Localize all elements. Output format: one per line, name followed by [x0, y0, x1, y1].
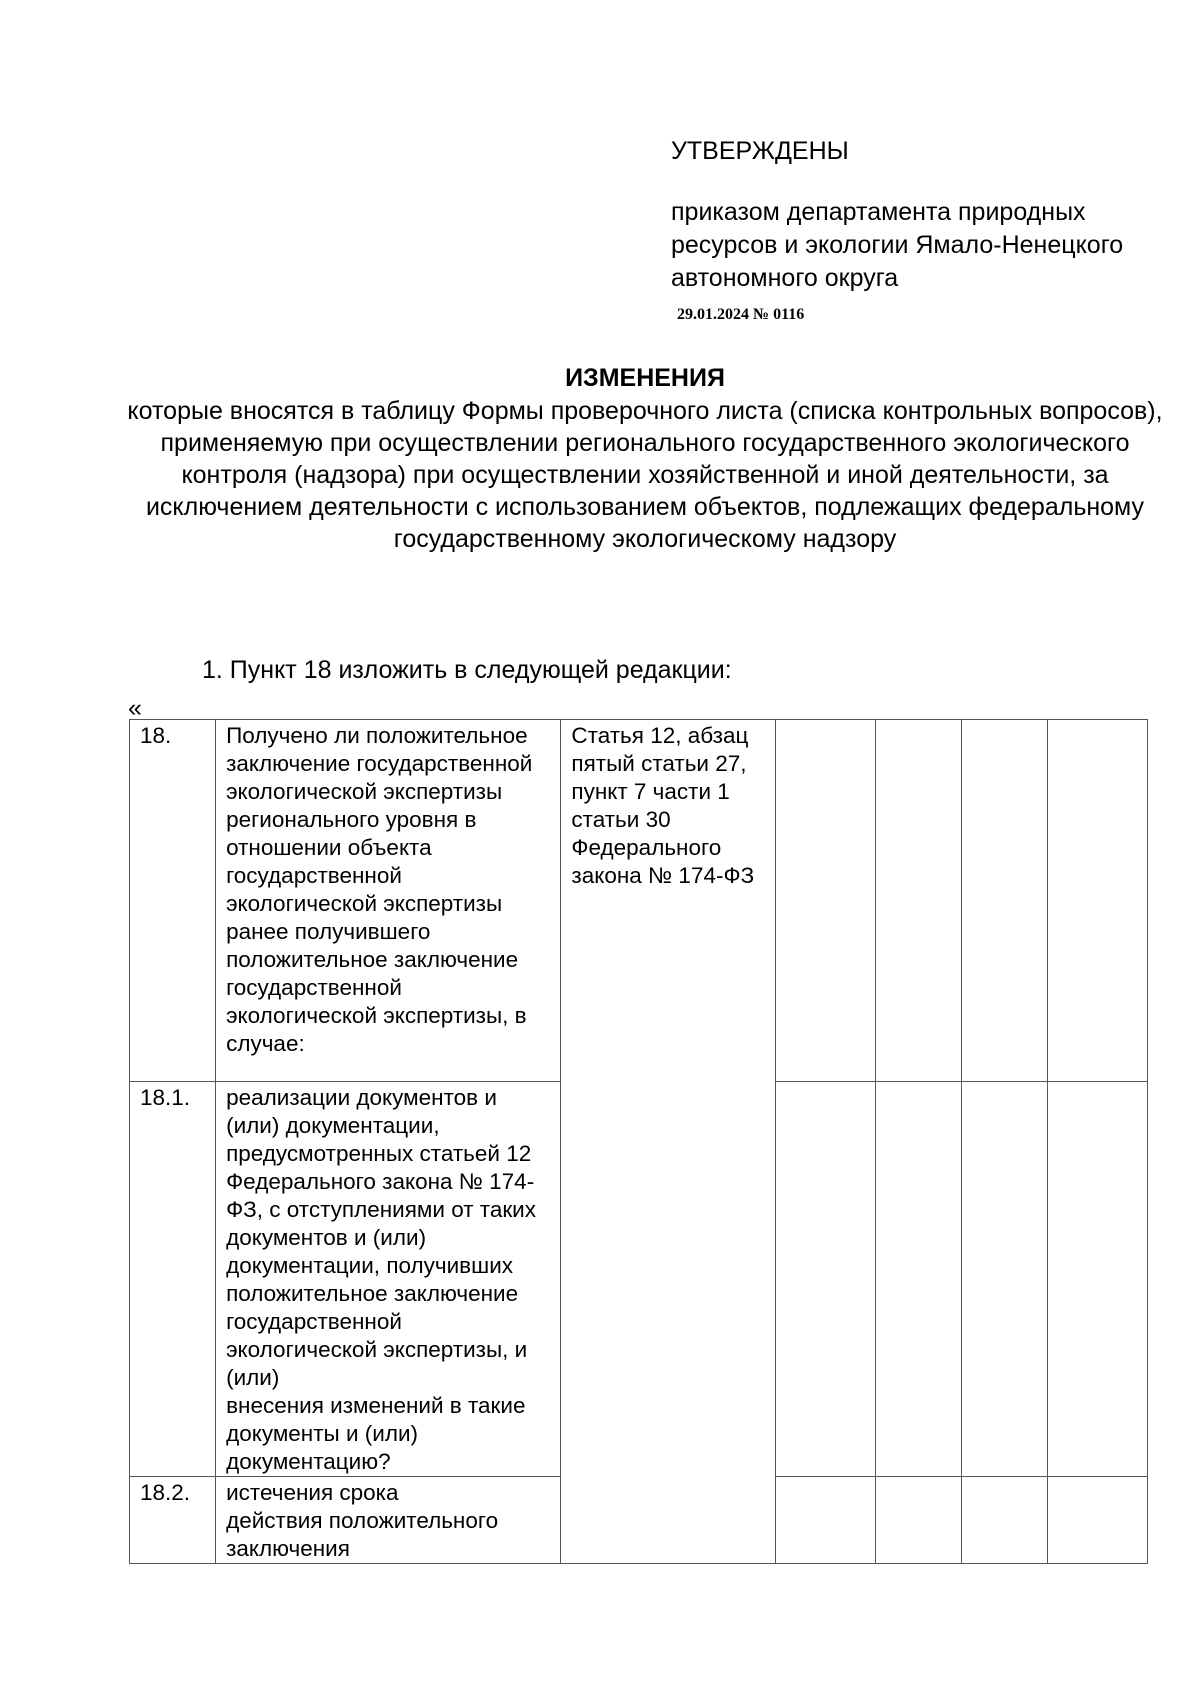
point-heading: 1. Пункт 18 изложить в следующей редакции:	[202, 656, 732, 684]
row-question: Получено ли положительное заключение государственной экологической экспертизы регионального уровня в отношении объекта государственной экологической экспертизы ранее получившего положительное заключение государственной экологической экспертизы, в случае:	[216, 720, 561, 1082]
approval-title: УТВЕРЖДЕНЫ	[671, 137, 849, 165]
changes-table	[129, 719, 1148, 1564]
answer-cell	[961, 720, 1047, 1082]
answer-cell	[1047, 720, 1147, 1082]
legal-reference: Статья 12, абзац пятый статьи 27, пункт 7 части 1 статьи 30 Федерального закона № 174-ФЗ	[561, 720, 775, 1564]
document-title: ИЗМЕНЕНИЯ	[565, 364, 725, 392]
row-question: истечения срока действия положительного заключения	[216, 1477, 561, 1564]
answer-cell	[775, 1477, 875, 1564]
approval-date-number: 29.01.2024 № 0116	[677, 306, 805, 323]
answer-cell	[961, 1477, 1047, 1564]
answer-cell	[961, 1082, 1047, 1477]
answer-cell	[875, 1082, 961, 1477]
opening-quote: «	[128, 694, 142, 722]
row-number: 18.1.	[130, 1082, 216, 1477]
row-number: 18.2.	[130, 1477, 216, 1564]
row-question: реализации документов и (или) документации, предусмотренных статьей 12 Федерального закона № 174-ФЗ, с отступлениями от таких документов и (или) документации, получивших положительное заключение государственной экологической экспертизы, и (или) внесения изменений в такие документы и (или) документацию?	[216, 1082, 561, 1477]
answer-cell	[775, 1082, 875, 1477]
answer-cell	[1047, 1477, 1147, 1564]
answer-cell	[1047, 1082, 1147, 1477]
document-subtitle: которые вносятся в таблицу Формы проверочного листа (списка контрольных вопросов), применяемую при осуществлении регионального государственного экологического контроля (надзора) при осуществлении хозяйственной и иной деятельности, за исключением деятельности с использованием объектов, подлежащих федеральному государственному экологическому надзору	[127, 397, 1163, 553]
table-row	[130, 720, 1148, 1082]
answer-cell	[875, 1477, 961, 1564]
approval-order-text: приказом департамента природных ресурсов и экологии Ямало-Ненецкого автономного округа	[671, 198, 1124, 292]
row-number: 18.	[130, 720, 216, 1082]
answer-cell	[775, 720, 875, 1082]
answer-cell	[875, 720, 961, 1082]
approval-block	[671, 134, 1151, 325]
